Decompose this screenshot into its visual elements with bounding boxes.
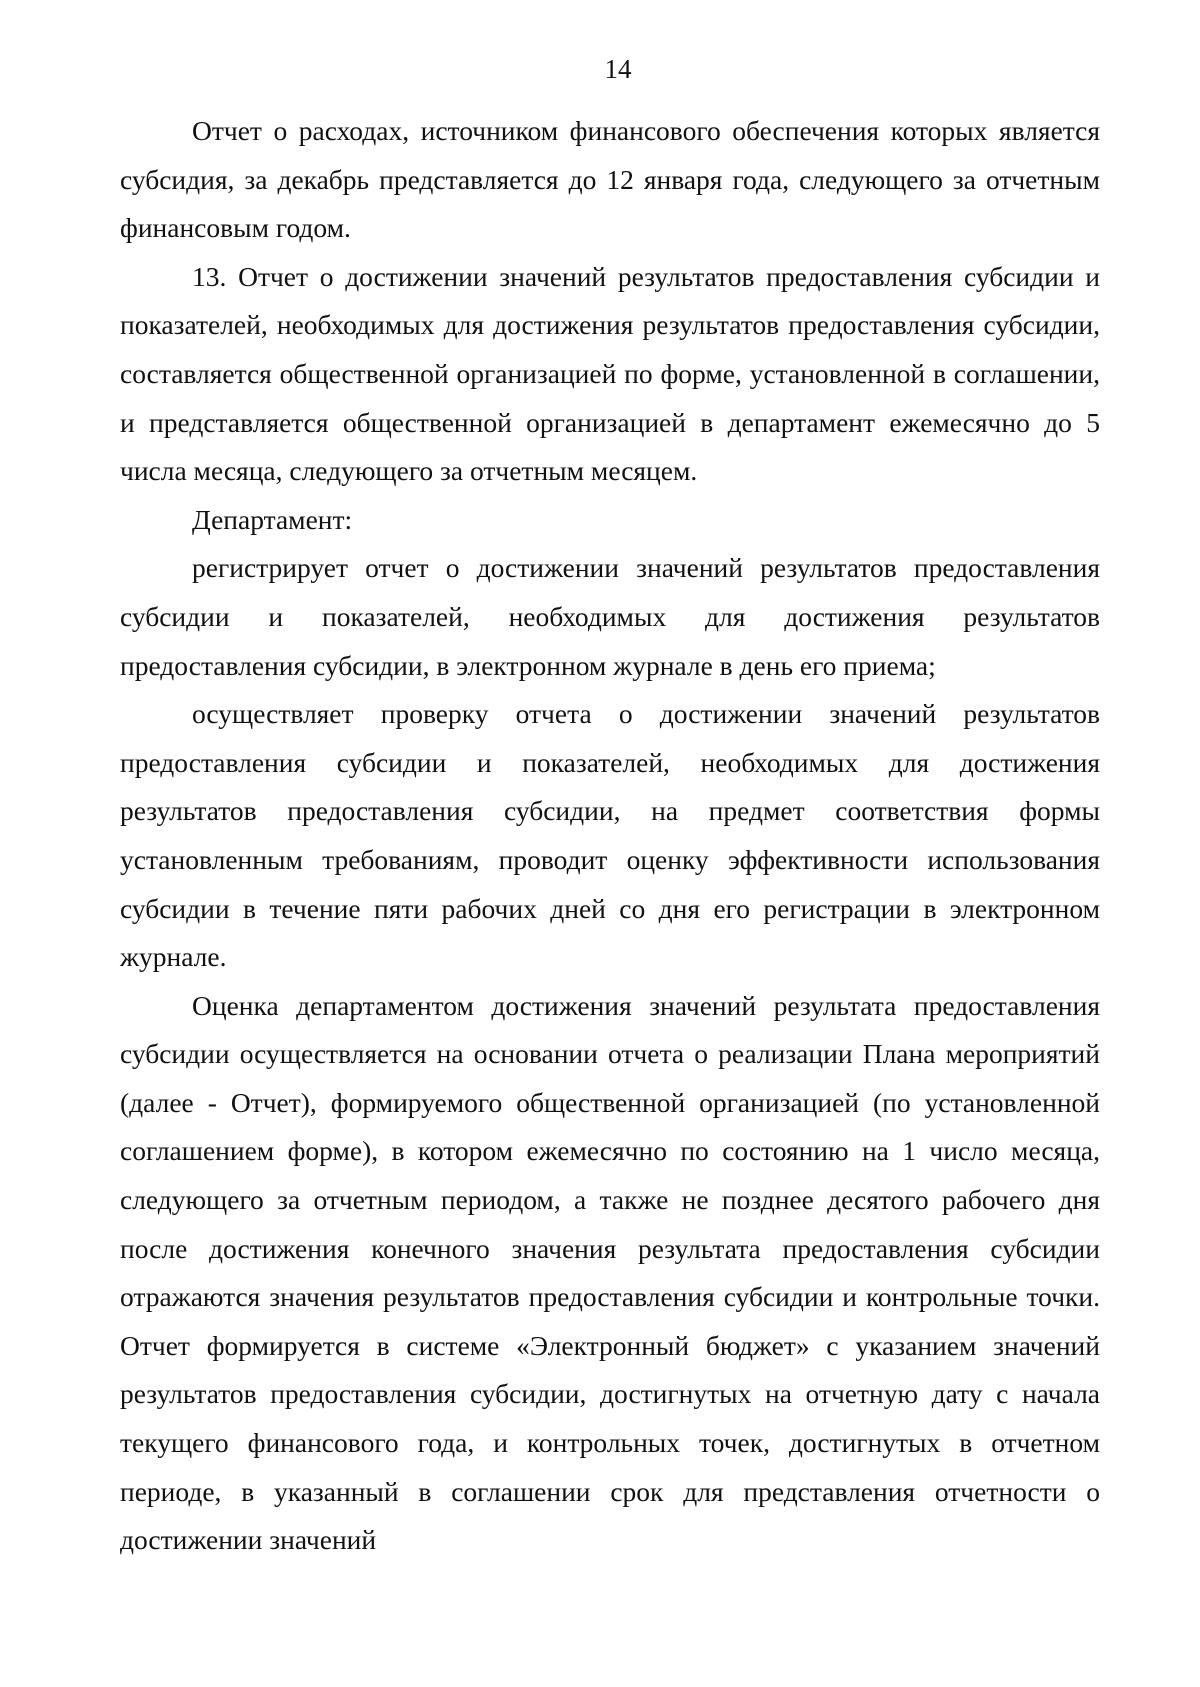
paragraph-achievement-report: 13. Отчет о достижении значений результатов предоставления субсидии и показателей, необходимых для достижения результатов предоставления субсидии, составляется общественной организацией по форме, установленной в соглашении, и представляется общественной организацией в департамент ежемесячно до 5 числа месяца, следующего за отчетным месяцем.	[120, 260, 1100, 487]
paragraph-registration: регистрирует отчет о достижении значений результатов предоставления субсидии и показателей, необходимых для достижения результатов предоставления субсидии, в электронном журнале в день его приема;	[120, 552, 1100, 681]
paragraph-assessment: Оценка департаментом достижения значений результата предоставления субсидии осуществляется на основании отчета о реализации Плана мероприятий (далее - Отчет), формируемого общественной организацией (по установленной соглашением форме), в котором ежемесячно по состоянию на 1 число месяца, следующего за отчетным периодом, а также не позднее десятого рабочего дня после достижения конечного значения результата предоставления субсидии отражаются значения результатов предоставления субсидии и контрольные точки. Отчет формируется в системе «Электронный бюджет» с указанием значений результатов предоставления субсидии, достигнутых на отчетную дату с начала текущего финансового года, и контрольных точек, достигнутых в отчетном периоде, в указанный в соглашении срок для представления отчетности о достижении значений	[120, 989, 1100, 1556]
paragraph-department-heading: Департамент:	[192, 503, 353, 535]
document-body	[120, 107, 1100, 1565]
paragraph-expense-report: Отчет о расходах, источником финансового обеспечения которых является субсидия, за декабрь представляется до 12 января года, следующего за отчетным финансовым годом.	[120, 115, 1100, 244]
page-number: 14	[604, 54, 632, 84]
paragraph-verification: осуществляет проверку отчета о достижении значений результатов предоставления субсидии и показателей, необходимых для достижения результатов предоставления субсидии, на предмет соответствия формы установленным требованиям, проводит оценку эффективности использования субсидии в течение пяти рабочих дней со дня его регистрации в электронном журнале.	[120, 698, 1100, 973]
